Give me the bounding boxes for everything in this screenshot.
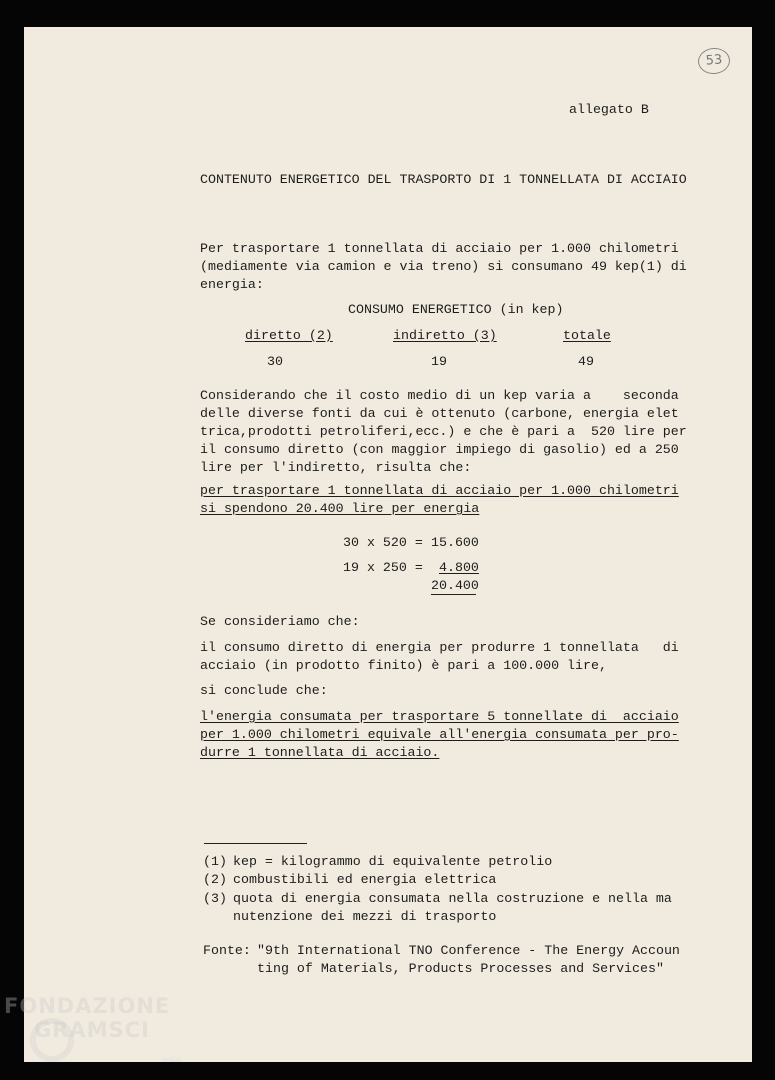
conclude-text: si conclude che:: [200, 683, 328, 698]
watermark-line3: onlus: [162, 1056, 181, 1064]
text-line: trica,prodotti petroliferi,ecc.) e che è pari a 520 lire per: [200, 424, 687, 439]
text-line: si spendono 20.400 lire per energia: [200, 501, 480, 516]
text-line: Considerando che il costo medio di un kep varia a seconda: [200, 388, 679, 403]
document-title: CONTENUTO ENERGETICO DEL TRASPORTO DI 1 TONNELLATA DI ACCIAIO: [200, 172, 687, 187]
consider-text: Se consideriamo che:: [200, 614, 360, 629]
text-line: delle diverse fonti da cui è ottenuto (carbone, energia elet: [200, 406, 679, 421]
calc-expr-indirect: 19 x 250 =: [343, 560, 423, 575]
text-line: per trasportare 1 tonnellata di acciaio per 1.000 chilometri: [200, 483, 679, 498]
calc-expr-direct: 30 x 520 =: [343, 535, 423, 550]
text-line: il consumo diretto di energia per produrre 1 tonnellata di: [200, 640, 679, 655]
footnote-text: nutenzione dei mezzi di trasporto: [233, 909, 497, 924]
text-line: (mediamente via camion e via treno) si consumano 49 kep(1) di: [200, 259, 687, 274]
text-line: "9th International TNO Conference - The Energy Accoun: [257, 943, 680, 958]
production-paragraph: [200, 639, 679, 675]
footnote-2: [203, 871, 497, 889]
footnote-text: quota di energia consumata nella costruzione e nella ma: [233, 891, 672, 906]
footnote-3: [203, 890, 672, 924]
footnote-mark: (1): [203, 854, 227, 869]
footnote-mark: (2): [203, 872, 227, 887]
annex-label: allegato B: [569, 102, 649, 117]
text-line: acciaio (in prodotto finito) è pari a 100.000 lire,: [200, 658, 607, 673]
text-line: per 1.000 chilometri equivale all'energia consumata per pro-: [200, 727, 679, 742]
total-underline: [431, 594, 476, 595]
footnote-text: kep = kilogrammo di equivalente petrolio: [233, 854, 553, 869]
intro-paragraph: [200, 240, 687, 294]
text-line: lire per l'indiretto, risulta che:: [200, 460, 472, 475]
calc-total: 20.400: [431, 578, 479, 593]
watermark-line1: FONDAZIONE: [4, 994, 171, 1018]
footnote-text: combustibili ed energia elettrica: [233, 872, 497, 887]
text-line: durre 1 tonnellata di acciaio.: [200, 745, 440, 760]
value-direct: 30: [267, 354, 283, 369]
text-line: il consumo diretto (con maggior impiego di gasolio) ed a 250: [200, 442, 679, 457]
footnote-separator: [204, 843, 307, 844]
column-header-indirect: indiretto (3): [393, 328, 497, 343]
table-heading: CONSUMO ENERGETICO (in kep): [348, 302, 564, 317]
value-indirect: 19: [431, 354, 447, 369]
column-header-total: totale: [563, 328, 611, 343]
source-citation: [257, 942, 680, 978]
watermark-logo: [4, 994, 181, 1064]
source-label: Fonte:: [203, 943, 251, 958]
conclusion-paragraph: [200, 708, 679, 762]
footnote-mark: (3): [203, 891, 227, 906]
value-total: 49: [578, 354, 594, 369]
watermark-line2: GRAMSCI: [34, 1018, 150, 1042]
text-line: energia:: [200, 277, 264, 292]
text-line: Per trasportare 1 tonnellata di acciaio per 1.000 chilometri: [200, 241, 679, 256]
result-statement: [200, 482, 679, 518]
page-number-stamp: 53: [697, 47, 731, 75]
calc-value-direct: 15.600: [431, 535, 479, 550]
calc-value-indirect: 4.800: [439, 560, 479, 575]
footnote-1: [203, 853, 553, 871]
cost-paragraph: [200, 387, 687, 477]
text-line: ting of Materials, Products Processes and Services": [257, 961, 664, 976]
text-line: l'energia consumata per trasportare 5 tonnellate di acciaio: [200, 709, 679, 724]
column-header-direct: diretto (2): [245, 328, 333, 343]
